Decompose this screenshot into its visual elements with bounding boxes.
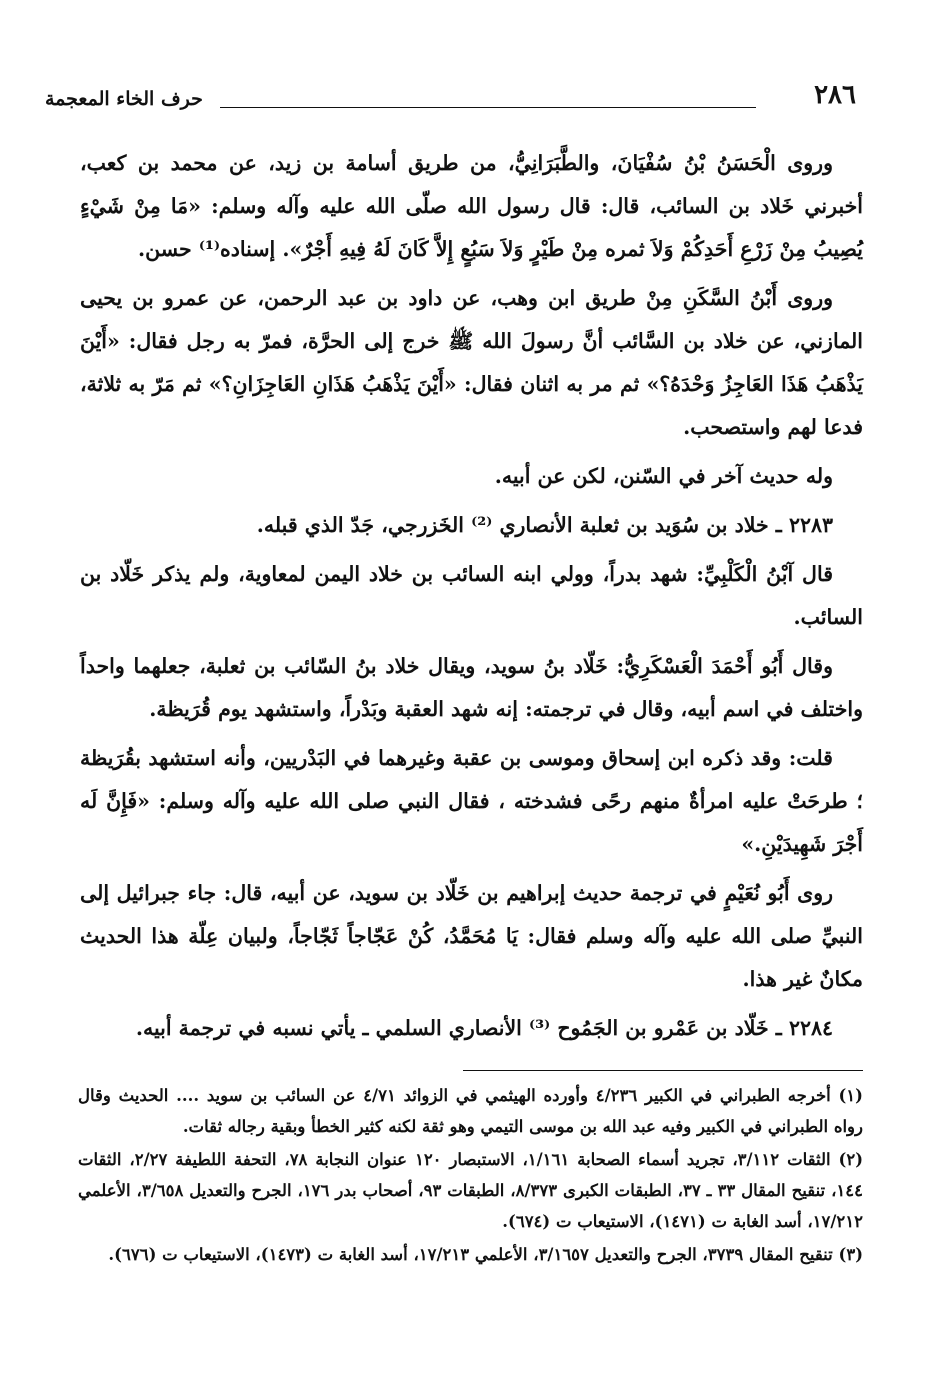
footnote: (٢) الثقات ٣/١١٢، تجريد أسماء الصحابة ١/١٦١، الاستبصار ١٢٠ عنوان النجابة ٧٨، التحفة اللطيفة ٢/٢٧، الثقات ١٤٤، تنقيح المقال ٣٣ ـ ٣٧، الطبقات الكبرى ٨/٣٧٣، الطبقات ٩٣، أصحاب بدر ١٧٦، الجرح والتعديل ٣/٦٥٨، الأعلمي ١٧/٢١٢، أسد الغابة ت (١٤٧١)، الاستيعاب ت (٦٧٤). — [78, 1150, 863, 1231]
paragraph: وقال أَبُو أَحْمَدَ الْعَسْكَرِيُّ: خَلّاد بنُ سويد، ويقال خلاد بنُ السّائب بن ثعلبة، جعلهما واحداً واختلف في اسم أبيه، وقال في ترجمته: إنه شهد العقبة وبَدْراً، واستشهد يوم قُرَيظة. — [80, 654, 863, 721]
paragraph: وروى أَبْنُ السَّكَنِ مِنْ طريق ابن وهب، عن داود بن عبد الرحمن، عن عمرو بن يحيى المازني، عن خلاد بن السَّائب أنَّ رسولَ الله ﷺ خرج إلى الحرَّة، فمرّ به رجل فقال: «أَيْنَ يَذْهَبُ هَذَا العَاجِزُ وَحْدَهُ؟» ثم مر به اثنان فقال: «أَيْنَ يَذْهَبُ هَذَانِ العَاجِزَانِ؟» ثم مَرّ به ثلاثة، فدعا لهم واستصحب. — [80, 286, 863, 439]
page-number: ٢٨٦ — [814, 80, 856, 110]
footnote: (١) أخرجه الطبراني في الكبير ٤/٢٣٦ وأورده الهيثمي في الزوائد ٤/٧١ عن السائب بن سويد .... الحديث وقال رواه الطبراني في الكبير وفيه عبد الله بن موسى التيمي وهو ثقة لكنه كثير الخطأ وبقية رجاله ثقات. — [78, 1086, 863, 1136]
paragraph: قلت: وقد ذكره ابن إسحاق وموسى بن عقبة وغيرهما في البَدْريين، وأنه استشهد بقُرَيظة ؛ طرحَتْ عليه امرأةٌ منهم رحًى فشدخته ، فقال النبي صلى الله عليه وآله وسلم: «فَإِنَّ لَه أَجْرَ شَهِيدَيْنِ.» — [80, 746, 863, 856]
paragraph: وروى الْحَسَنُ بْنُ سُفْيَانَ، والطَّبَرَانِيُّ، من طريق أسامة بن زيد، عن محمد بن كعب، أخبرني خَلاد بن السائب، قال: قال رسول الله صلّى الله عليه وآله وسلم: «مَا مِنْ شَيْءٍ يُصِيبُ مِنْ زَرْعِ أَحَدِكُمْ وَلاَ ثمره مِنْ طَيْرٍ وَلاَ سَبُعٍ إِلاَّ كَانَ لَهُ فِيهِ أَجْرٌ». إسناده⁽¹⁾ حسن. — [80, 151, 863, 261]
footnote: (٣) تنقيح المقال ٣٧٣٩، الجرح والتعديل ٣/١٦٥٧، الأعلمي ١٧/٢١٣، أسد الغابة ت (١٤٧٣)، الاستيعاب ت (٦٧٦). — [108, 1245, 863, 1264]
entry-heading: ٢٢٨٤ ـ خَلّاد بن عَمْرو بن الجَمُوح ⁽³⁾ الأنصاري السلمي ـ يأتي نسبه في ترجمة أبيه. — [135, 1016, 833, 1040]
paragraph: روى أَبُو نُعَيْمٍ في ترجمة حديث إبراهيم بن خَلّاد بن سويد، عن أبيه، قال: جاء جبرائيل إلى النبيِّ صلى الله عليه وآله وسلم فقال: يَا مُحَمَّدُ، كُنْ عَجّاجاً ثَجّاجاً، ولبيان عِلّة هذا الحديث مكانٌ غير هذا. — [80, 881, 863, 991]
footnotes — [78, 1080, 863, 1272]
paragraph: وله حديث آخر في السّنن، لكن عن أبيه. — [494, 464, 833, 488]
main-text — [80, 142, 863, 1056]
header-rule — [220, 107, 756, 108]
page-header — [45, 80, 856, 120]
running-title: حرف الخاء المعجمة — [45, 88, 203, 110]
footnote-rule — [463, 1070, 863, 1071]
paragraph: قال آبْنُ الْكَلْبِيِّ: شهد بدراً، وولي ابنه السائب بن خلاد اليمن لمعاوية، ولم يذكر خَلّاد بن السائب. — [80, 562, 863, 629]
entry-heading: ٢٢٨٣ ـ خلاد بن سُوَيد بن ثعلبة الأنصاري ⁽²⁾ الخَزرجي، جَدّ الذي قبله. — [256, 513, 833, 537]
